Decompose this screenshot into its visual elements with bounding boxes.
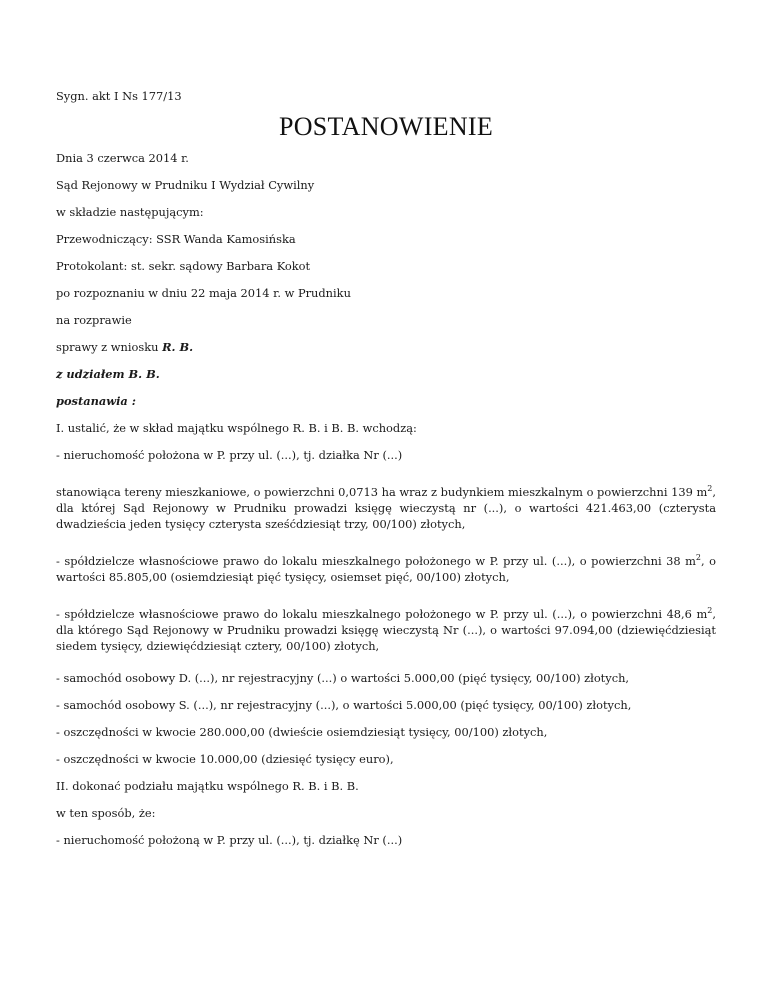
asset-item-apartment-2 [56, 606, 716, 654]
real-estate-desc-part-1: stanowiąca tereny mieszkaniowe, o powierzchni 0,0713 ha wraz z budynkiem mieszkalnym o powierzchni 139 m [56, 485, 708, 499]
asset-item-savings-eur: - oszczędności w kwocie 10.000,00 (dziesięć tysięcy euro), [56, 752, 394, 766]
apartment-1-part-2: , o wartości 85.805,00 (osiemdziesiąt pięć tysięcy, osiemset pięć, 00/100) złotych, [56, 554, 716, 584]
participant-line: z udziałem B. B. [56, 367, 160, 381]
division-item-real-estate: - nieruchomość położoną w P. przy ul. (...), tj. działkę Nr (...) [56, 833, 403, 847]
real-estate-desc-part-2: , dla której Sąd Rejonowy w Prudniku prowadzi księgę wieczystą nr (...), o wartości 421.463,00 (czterysta dwadzieścia jeden tysięcy czterysta sześćdziesiąt trzy, 00/100) złotych, [56, 485, 716, 531]
superscript-2: 2 [707, 484, 713, 493]
date-line: Dnia 3 czerwca 2014 r. [56, 151, 189, 165]
superscript-2: 2 [707, 606, 713, 615]
superscript-2: 2 [695, 553, 701, 562]
hearing-date: po rozpoznaniu w dniu 22 maja 2014 r. w Prudniku [56, 286, 351, 300]
court-name: Sąd Rejonowy w Prudniku I Wydział Cywilny [56, 178, 315, 192]
document-title: POSTANOWIENIE [278, 112, 494, 141]
court-clerk: Protokolant: st. sekr. sądowy Barbara Kokot [56, 259, 311, 273]
apartment-2-part-1: - spółdzielcze własnościowe prawo do lokalu mieszkalnego położonego w P. przy ul. (...), o powierzchni 48,6 m [56, 607, 708, 621]
applicant-name: R. B. [162, 340, 194, 354]
presiding-judge: Przewodniczący: SSR Wanda Kamosińska [56, 232, 296, 246]
motion-prefix: sprawy z wniosku [56, 340, 163, 354]
section-1-heading: I. ustalić, że w skład majątku wspólnego R. B. i B. B. wchodzą: [56, 421, 417, 435]
asset-item-real-estate-description [56, 484, 716, 532]
section-2-heading: II. dokonać podziału majątku wspólnego R. B. i B. B. [56, 779, 359, 793]
manner-intro: w ten sposób, że: [56, 806, 156, 820]
motion-line [56, 339, 193, 355]
asset-item-real-estate: - nieruchomość położona w P. przy ul. (...), tj. działka Nr (...) [56, 448, 403, 462]
asset-item-car-2: - samochód osobowy S. (...), nr rejestracyjny (...), o wartości 5.000,00 (pięć tysięcy, 00/100) złotych, [56, 698, 632, 712]
case-reference: Sygn. akt I Ns 177/13 [56, 89, 182, 103]
composition-intro: w składzie następującym: [56, 205, 204, 219]
asset-item-savings-pln: - oszczędności w kwocie 280.000,00 (dwieście osiemdziesiąt tysięcy, 00/100) złotych, [56, 725, 548, 739]
session-type: na rozprawie [56, 313, 132, 327]
asset-item-car-1: - samochód osobowy D. (...), nr rejestracyjny (...) o wartości 5.000,00 (pięć tysięcy, 00/100) złotych, [56, 671, 630, 685]
ruling-heading: postanawia : [56, 394, 136, 408]
apartment-1-part-1: - spółdzielcze własnościowe prawo do lokalu mieszkalnego położonego w P. przy ul. (...), o powierzchni 38 m [56, 554, 696, 568]
apartment-2-part-2: , dla którego Sąd Rejonowy w Prudniku prowadzi księgę wieczystą Nr (...), o wartości 97.094,00 (dziewięćdziesiąt siedem tysięcy, dziewięćdziesiąt cztery, 00/100) złotych, [56, 607, 716, 653]
asset-item-apartment-1 [56, 553, 716, 585]
